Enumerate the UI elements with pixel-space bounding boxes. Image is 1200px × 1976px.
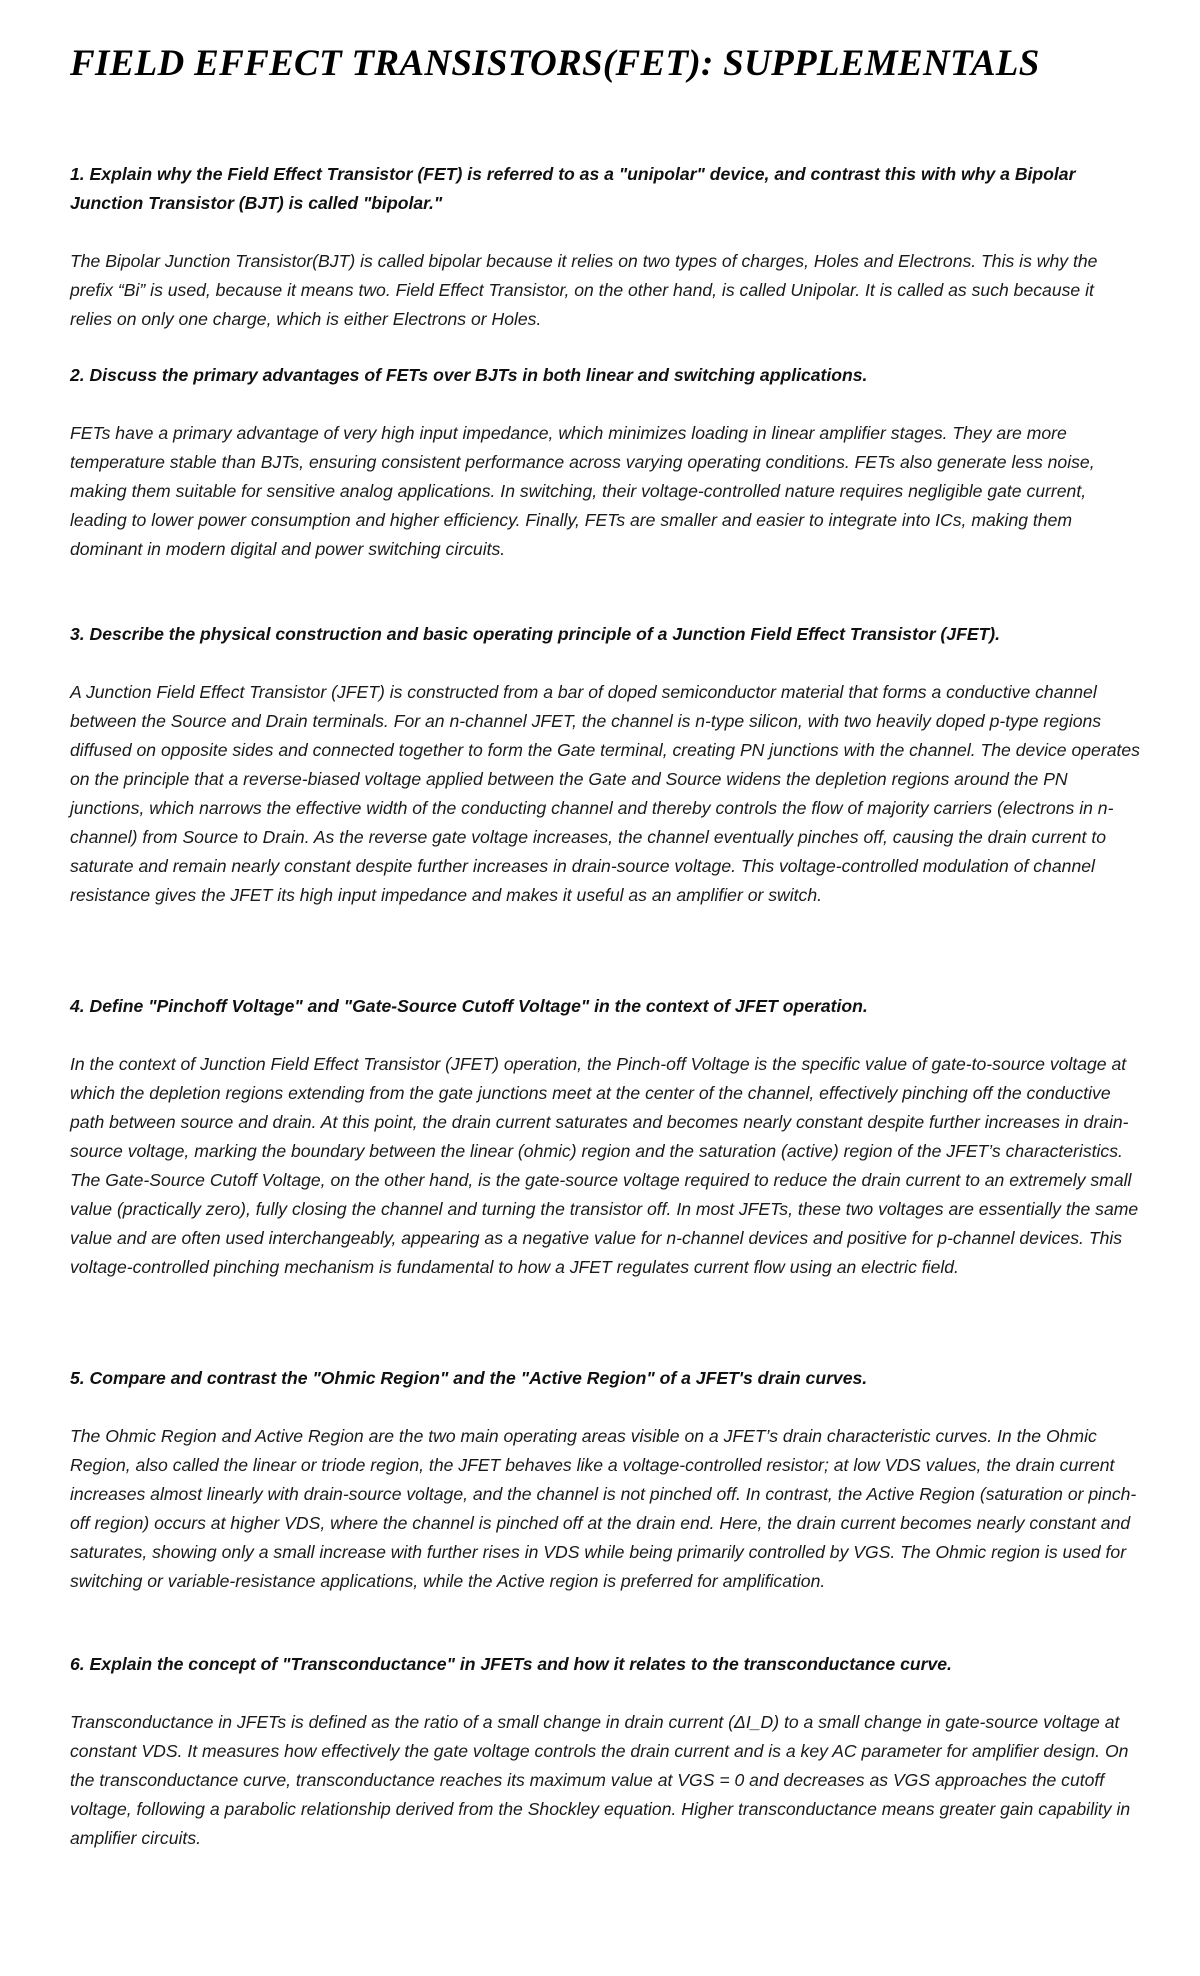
qa-item-1 — [70, 160, 1140, 334]
question-2: 2. Discuss the primary advantages of FETs over BJTs in both linear and switching applications. — [70, 365, 868, 385]
qa-item-6 — [70, 1650, 1140, 1853]
question-6: 6. Explain the concept of "Transconductance" in JFETs and how it relates to the transconductance curve. — [70, 1654, 952, 1674]
qa-item-2 — [70, 361, 1140, 564]
answer-4: In the context of Junction Field Effect Transistor (JFET) operation, the Pinch-off Voltage is the specific value of gate-to-source voltage at which the depletion regions extending from the gate junctions meet at the center of the channel, effectively pinching off the conductive path between source and drain. At this point, the drain current saturates and becomes nearly constant despite further increases in drain-source voltage, marking the boundary between the linear (ohmic) region and the saturation (active) region of the JFET’s characteristics. The Gate-Source Cutoff Voltage, on the other hand, is the gate-source voltage required to reduce the drain current to an extremely small value (practically zero), fully closing the channel and turning the transistor off. In most JFETs, these two voltages are essentially the same value and are often used interchangeably, appearing as a negative value for n-channel devices and positive for p-channel devices. This voltage-controlled pinching mechanism is fundamental to how a JFET regulates current flow using an electric field. — [70, 1054, 1139, 1277]
question-4: 4. Define "Pinchoff Voltage" and "Gate-Source Cutoff Voltage" in the context of JFET operation. — [70, 996, 868, 1016]
qa-item-5 — [70, 1364, 1140, 1596]
question-5: 5. Compare and contrast the "Ohmic Region" and the "Active Region" of a JFET's drain curves. — [70, 1368, 868, 1388]
qa-item-4 — [70, 992, 1140, 1282]
answer-5: The Ohmic Region and Active Region are the two main operating areas visible on a JFET’s drain characteristic curves. In the Ohmic Region, also called the linear or triode region, the JFET behaves like a voltage-controlled resistor; at low VDS values, the drain current increases almost linearly with drain-source voltage, and the channel is not pinched off. In contrast, the Active Region (saturation or pinch-off region) occurs at higher VDS, where the channel is pinched off at the drain end. Here, the drain current becomes nearly constant and saturates, showing only a small increase with further rises in VDS while being primarily controlled by VGS. The Ohmic region is used for switching or variable-resistance applications, while the Active region is preferred for amplification. — [70, 1426, 1137, 1591]
document-title: FIELD EFFECT TRANSISTORS(FET): SUPPLEMENTALS — [70, 43, 1040, 84]
question-3: 3. Describe the physical construction and basic operating principle of a Junction Field Effect Transistor (JFET). — [70, 624, 1001, 644]
qa-item-3 — [70, 620, 1140, 910]
answer-3: A Junction Field Effect Transistor (JFET) is constructed from a bar of doped semiconductor material that forms a conductive channel between the Source and Drain terminals. For an n-channel JFET, the channel is n-type silicon, with two heavily doped p-type regions diffused on opposite sides and connected together to form the Gate terminal, creating PN junctions with the channel. The device operates on the principle that a reverse-biased voltage applied between the Gate and Source widens the depletion regions around the PN junctions, which narrows the effective width of the conducting channel and thereby controls the flow of majority carriers (electrons in n-channel) from Source to Drain. As the reverse gate voltage increases, the channel eventually pinches off, causing the drain current to saturate and remain nearly constant despite further increases in drain-source voltage. This voltage-controlled modulation of channel resistance gives the JFET its high input impedance and makes it useful as an amplifier or switch. — [70, 682, 1140, 905]
question-1: 1. Explain why the Field Effect Transistor (FET) is referred to as a "unipolar" device, and contrast this with why a Bipolar Junction Transistor (BJT) is called "bipolar." — [70, 164, 1076, 213]
answer-2: FETs have a primary advantage of very high input impedance, which minimizes loading in linear amplifier stages. They are more temperature stable than BJTs, ensuring consistent performance across varying operating conditions. FETs also generate less noise, making them suitable for sensitive analog applications. In switching, their voltage-controlled nature requires negligible gate current, leading to lower power consumption and higher efficiency. Finally, FETs are smaller and easier to integrate into ICs, making them dominant in modern digital and power switching circuits. — [70, 423, 1095, 559]
answer-1: The Bipolar Junction Transistor(BJT) is called bipolar because it relies on two types of charges, Holes and Electrons. This is why the prefix “Bi” is used, because it means two. Field Effect Transistor, on the other hand, is called Unipolar. It is called as such because it relies on only one charge, which is either Electrons or Holes. — [70, 251, 1098, 329]
answer-6: Transconductance in JFETs is defined as the ratio of a small change in drain current (ΔI_D) to a small change in gate-source voltage at constant VDS. It measures how effectively the gate voltage controls the drain current and is a key AC parameter for amplifier design. On the transconductance curve, transconductance reaches its maximum value at VGS = 0 and decreases as VGS approaches the cutoff voltage, following a parabolic relationship derived from the Shockley equation. Higher transconductance means greater gain capability in amplifier circuits. — [70, 1712, 1131, 1848]
